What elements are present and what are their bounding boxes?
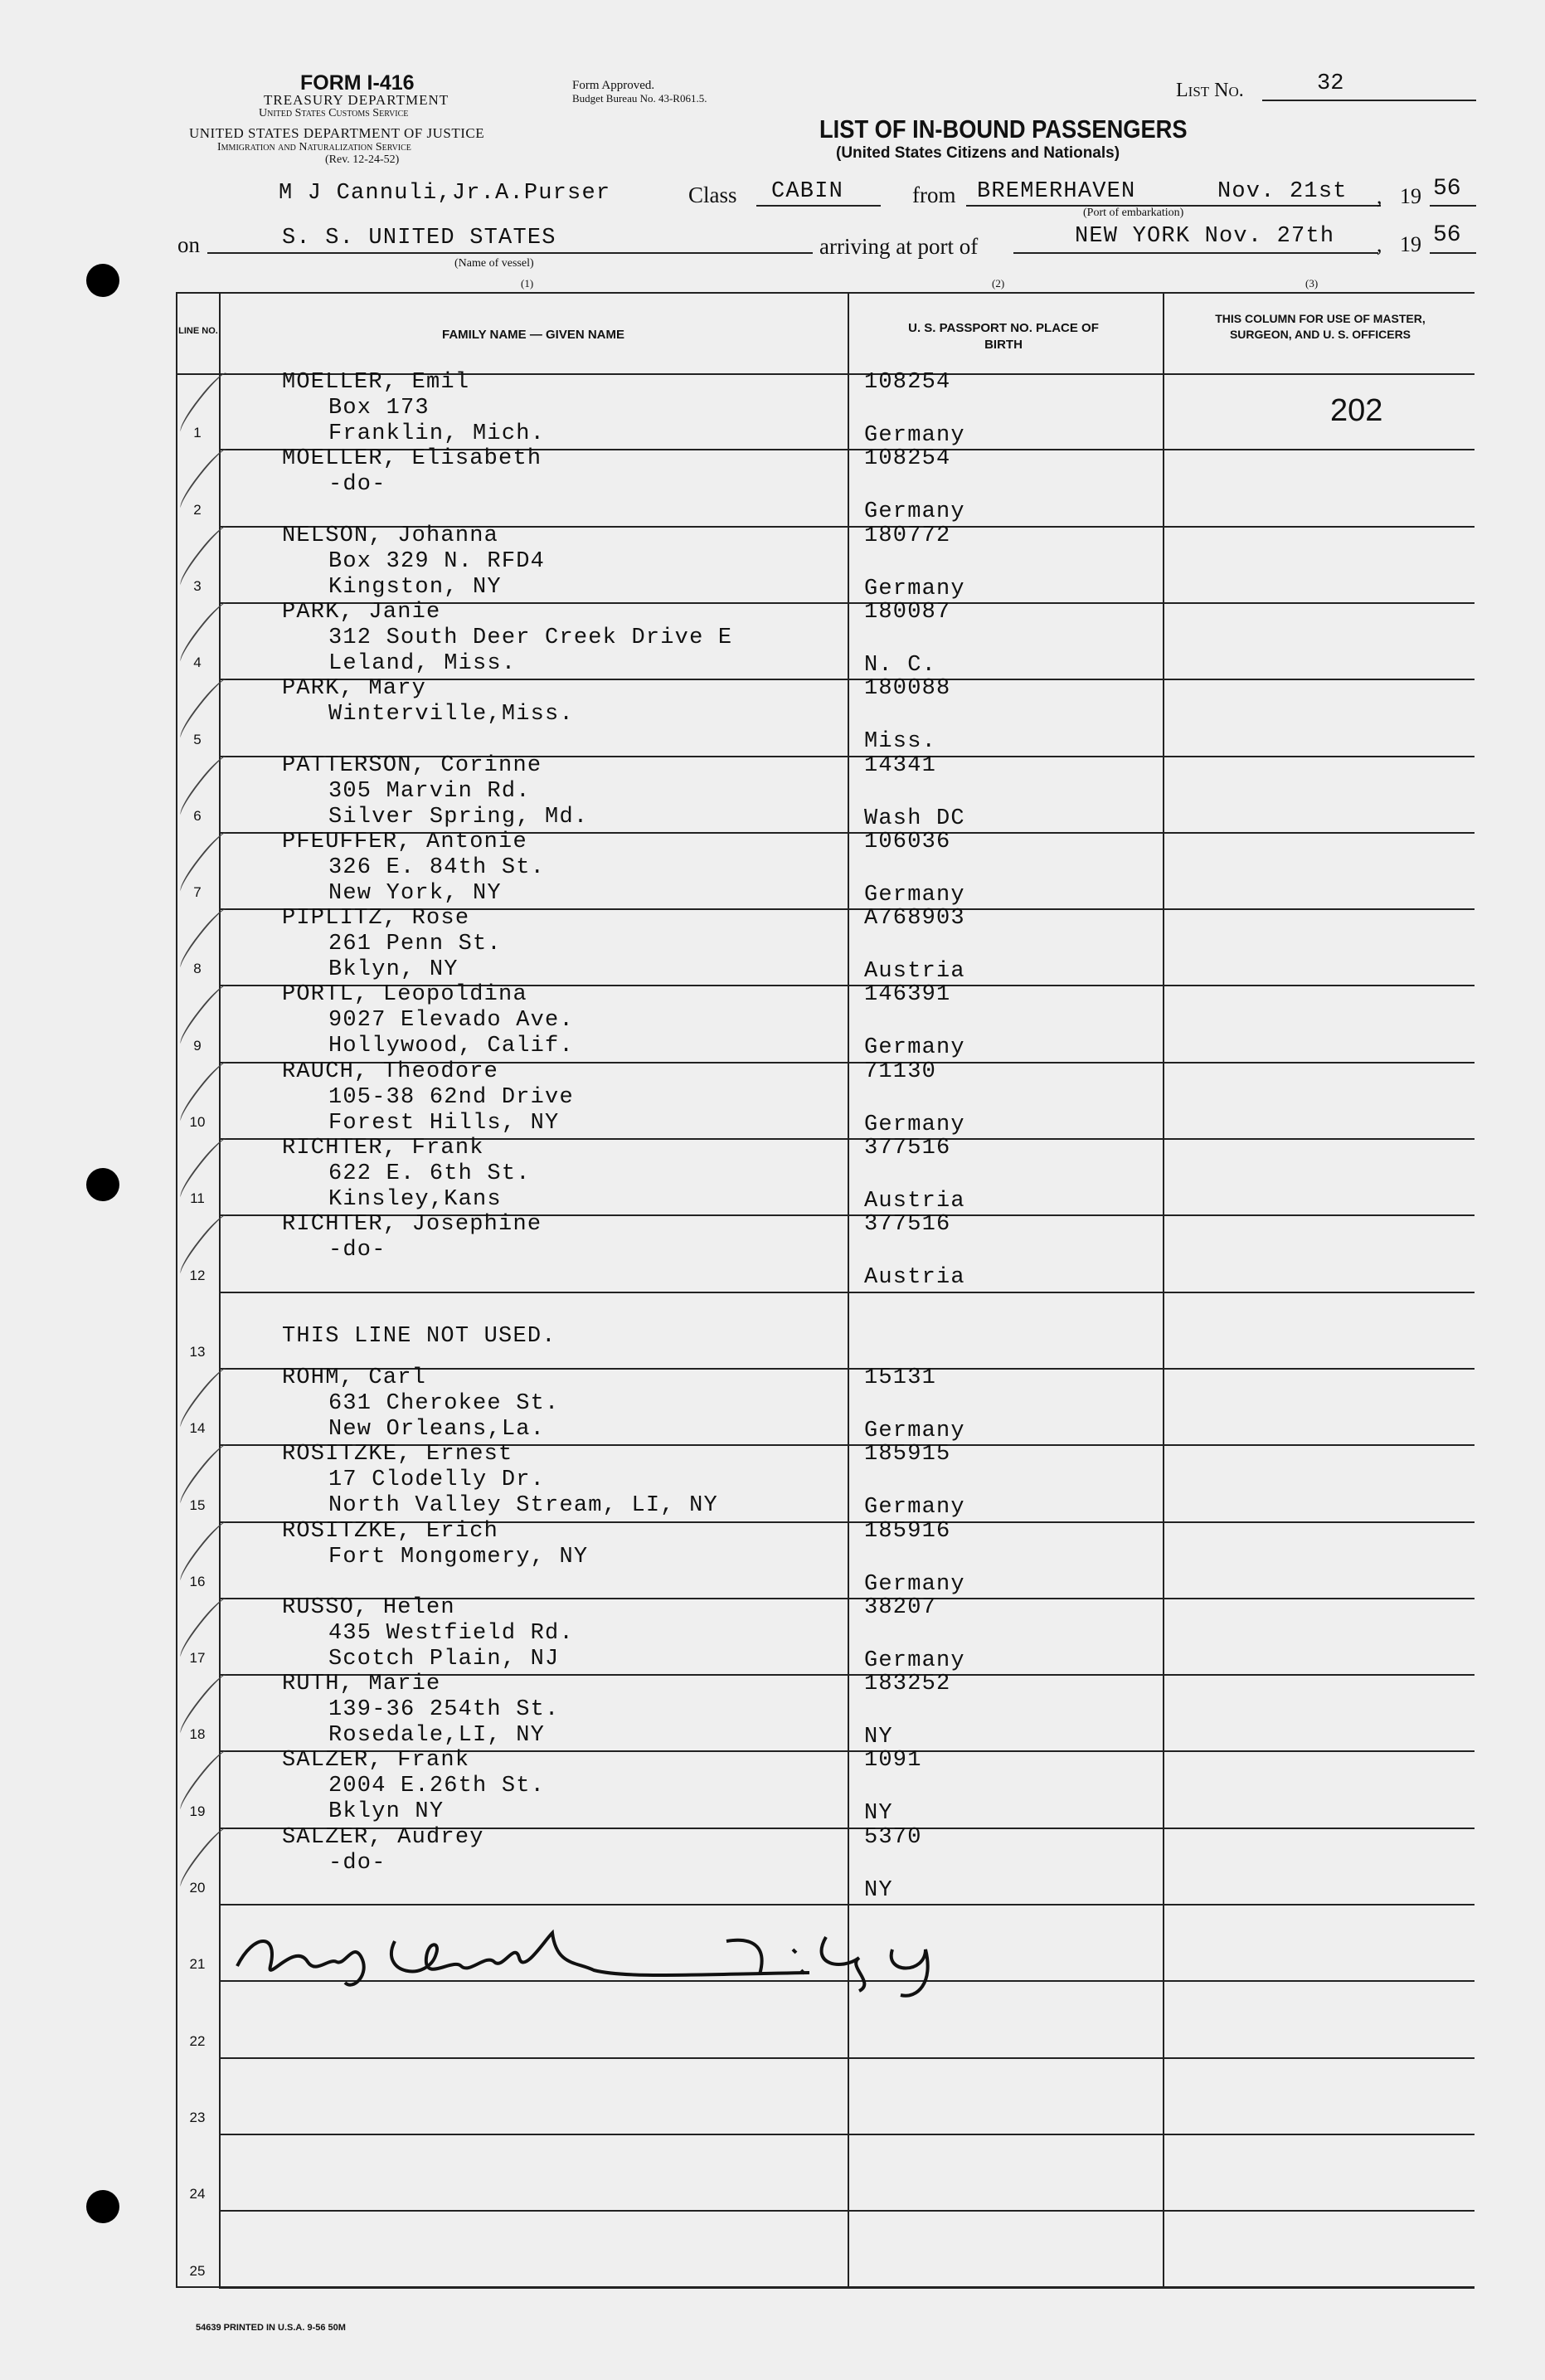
place-of-birth: N. C. bbox=[864, 652, 937, 678]
passenger-address-line1: 435 Westfield Rd. bbox=[328, 1620, 574, 1646]
place-of-birth: Germany bbox=[864, 1571, 965, 1597]
passenger-address-line1: 312 South Deer Creek Drive E bbox=[328, 625, 733, 650]
line-number: 25 bbox=[189, 2262, 206, 2279]
passenger-address-line1: -do- bbox=[328, 1850, 386, 1876]
form-subtitle: (United States Citizens and Nationals) bbox=[836, 144, 1120, 162]
passenger-address-line2: New York, NY bbox=[328, 880, 502, 906]
col-header-line-no: LINE NO. bbox=[178, 326, 218, 336]
passenger-address-line1: 305 Marvin Rd. bbox=[328, 778, 531, 804]
passenger-name: RICHTER, Josephine bbox=[282, 1212, 542, 1238]
passport-number: 183252 bbox=[864, 1672, 951, 1697]
passenger-address-line2: Forest Hills, NY bbox=[328, 1110, 560, 1136]
line-number: 8 bbox=[193, 961, 202, 977]
passenger-address-line2: Scotch Plain, NJ bbox=[328, 1646, 560, 1672]
passenger-address-line1: 622 E. 6th St. bbox=[328, 1161, 531, 1186]
line-number: 23 bbox=[189, 2109, 206, 2125]
vessel-caption: (Name of vessel) bbox=[454, 257, 534, 270]
passenger-name: ROSITZKE, Erich bbox=[282, 1518, 499, 1544]
port-embarkation-caption: (Port of embarkation) bbox=[1083, 207, 1184, 219]
place-of-birth: NY bbox=[864, 1801, 893, 1827]
place-of-birth: Germany bbox=[864, 1035, 965, 1061]
passport-number: 185915 bbox=[864, 1442, 951, 1467]
passenger-name: SALZER, Audrey bbox=[282, 1824, 484, 1850]
place-of-birth: Austria bbox=[864, 1265, 965, 1291]
passport-number: 185916 bbox=[864, 1518, 951, 1544]
passenger-address-line1: 17 Clodelly Dr. bbox=[328, 1467, 546, 1493]
passenger-address-line1: 2004 E.26th St. bbox=[328, 1774, 546, 1799]
passenger-address-line1: 9027 Elevado Ave. bbox=[328, 1008, 574, 1034]
year-prefix-1: 19 bbox=[1400, 184, 1421, 208]
col-header-name: FAMILY NAME — GIVEN NAME bbox=[441, 328, 625, 342]
passport-number: 71130 bbox=[864, 1059, 937, 1084]
place-of-birth: Germany bbox=[864, 576, 965, 601]
col1-number: (1) bbox=[521, 277, 534, 290]
line-number: 5 bbox=[193, 731, 202, 747]
line-number: 17 bbox=[189, 1650, 206, 1667]
arriving-label: arriving at port of bbox=[819, 234, 979, 259]
passenger-name: PFEUFFER, Antonie bbox=[282, 829, 527, 854]
passport-number: 108254 bbox=[864, 370, 951, 395]
passenger-name: RAUCH, Theodore bbox=[282, 1059, 499, 1084]
passport-number: 15131 bbox=[864, 1365, 937, 1390]
passenger-address-line2: Bklyn NY bbox=[328, 1799, 445, 1825]
passport-number: 108254 bbox=[864, 446, 951, 472]
punch-hole bbox=[86, 1168, 119, 1201]
passenger-name: PARK, Mary bbox=[282, 676, 427, 702]
vessel-name: S. S. UNITED STATES bbox=[282, 226, 556, 251]
passport-number: 377516 bbox=[864, 1212, 951, 1238]
passport-number: A768903 bbox=[864, 906, 965, 932]
form-revision: (Rev. 12-24-52) bbox=[325, 153, 400, 166]
passenger-address-line2: North Valley Stream, LI, NY bbox=[328, 1493, 718, 1519]
passenger-name: NELSON, Johanna bbox=[282, 523, 499, 548]
passenger-name: ROSITZKE, Ernest bbox=[282, 1442, 513, 1467]
embarkation-port: BREMERHAVEN bbox=[977, 179, 1136, 204]
dept-immigration: Immigration and Naturalization Service bbox=[217, 141, 411, 153]
passport-number: 180088 bbox=[864, 676, 951, 702]
inspector-signature bbox=[229, 1908, 992, 1999]
passenger-address-line2: Kingston, NY bbox=[328, 574, 502, 600]
line-number: 4 bbox=[193, 655, 202, 671]
passenger-address-line2: Franklin, Mich. bbox=[328, 421, 546, 446]
passport-number: 14341 bbox=[864, 752, 937, 778]
passenger-address-line1: Winterville,Miss. bbox=[328, 702, 574, 728]
place-of-birth: Germany bbox=[864, 1418, 965, 1443]
passenger-name: MOELLER, Emil bbox=[282, 370, 470, 395]
passenger-name: RICHTER, Frank bbox=[282, 1136, 484, 1161]
col3-number: (3) bbox=[1305, 277, 1319, 290]
form-approved: Form Approved. bbox=[572, 79, 655, 92]
passenger-address-line2: Rosedale,LI, NY bbox=[328, 1723, 546, 1749]
passenger-address-line1: -do- bbox=[328, 1238, 386, 1263]
line-number: 2 bbox=[193, 501, 202, 518]
punch-hole bbox=[86, 2190, 119, 2223]
passport-number: 5370 bbox=[864, 1824, 922, 1850]
place-of-birth: Germany bbox=[864, 882, 965, 908]
dept-justice: UNITED STATES DEPARTMENT OF JUSTICE bbox=[189, 125, 485, 141]
place-of-birth: Germany bbox=[864, 423, 965, 448]
passenger-address-line1: -do- bbox=[328, 472, 386, 498]
place-of-birth: Wash DC bbox=[864, 806, 965, 831]
passenger-name: PARK, Janie bbox=[282, 599, 441, 625]
passport-number: 38207 bbox=[864, 1594, 937, 1620]
passenger-address-line2: Leland, Miss. bbox=[328, 650, 517, 676]
passenger-address-line1: Fort Mongomery, NY bbox=[328, 1544, 589, 1570]
line-number: 19 bbox=[189, 1803, 206, 1819]
class-value: CABIN bbox=[771, 179, 844, 204]
year-prefix-2: 19 bbox=[1400, 232, 1421, 256]
col-header-officers: THIS COLUMN FOR USE OF MASTER, SURGEON, AND U. S. OFFICERS bbox=[1215, 312, 1426, 341]
passenger-address-line2: Silver Spring, Md. bbox=[328, 804, 589, 830]
line-number: 1 bbox=[193, 425, 202, 441]
place-of-birth: Germany bbox=[864, 1112, 965, 1137]
on-label: on bbox=[177, 232, 200, 257]
passenger-address-line2: New Orleans,La. bbox=[328, 1416, 546, 1442]
passenger-name: SALZER, Frank bbox=[282, 1748, 470, 1774]
punch-hole bbox=[86, 264, 119, 297]
purser-name: M J Cannuli,Jr.A.Purser bbox=[279, 181, 611, 206]
form-number: FORM I-416 bbox=[300, 71, 415, 95]
passenger-address-line1: 105-38 62nd Drive bbox=[328, 1084, 574, 1110]
line-number: 3 bbox=[193, 577, 202, 594]
passport-number: 1091 bbox=[864, 1748, 922, 1774]
passenger-address-line1: Box 173 bbox=[328, 396, 430, 421]
passport-number: 377516 bbox=[864, 1136, 951, 1161]
line-number: 10 bbox=[189, 1114, 206, 1130]
passenger-address-line1: Box 329 N. RFD4 bbox=[328, 548, 546, 574]
passenger-name: RUSSO, Helen bbox=[282, 1594, 455, 1620]
passenger-name: THIS LINE NOT USED. bbox=[282, 1323, 556, 1349]
passenger-address-line2: Kinsley,Kans bbox=[328, 1187, 502, 1212]
officer-number: 202 bbox=[1330, 393, 1383, 428]
arrival-port-date: NEW YORK Nov. 27th bbox=[1075, 224, 1335, 249]
line-number: 20 bbox=[189, 1880, 206, 1896]
line-number: 14 bbox=[189, 1420, 206, 1437]
line-number: 16 bbox=[189, 1573, 206, 1589]
passenger-name: RUTH, Marie bbox=[282, 1672, 441, 1697]
place-of-birth: NY bbox=[864, 1877, 893, 1903]
printer-footer: 54639 PRINTED IN U.S.A. 9-56 50M bbox=[196, 2323, 346, 2333]
budget-bureau: Budget Bureau No. 43-R061.5. bbox=[572, 92, 707, 105]
class-label: Class bbox=[688, 183, 737, 207]
place-of-birth: Austria bbox=[864, 959, 965, 985]
line-number: 22 bbox=[189, 2032, 206, 2049]
place-of-birth: Germany bbox=[864, 499, 965, 525]
passport-number: 180087 bbox=[864, 599, 951, 625]
line-number: 21 bbox=[189, 1956, 206, 1973]
passport-number: 146391 bbox=[864, 982, 951, 1008]
passenger-address-line1: 139-36 254th St. bbox=[328, 1697, 560, 1723]
passenger-name: PIPLITZ, Rose bbox=[282, 906, 470, 932]
passenger-address-line2: Hollywood, Calif. bbox=[328, 1034, 574, 1059]
passenger-address-line2: Bklyn, NY bbox=[328, 957, 459, 983]
list-no-value: 32 bbox=[1317, 71, 1344, 96]
departure-date: Nov. 21st bbox=[1217, 179, 1348, 204]
line-number: 9 bbox=[193, 1037, 202, 1054]
line-number: 13 bbox=[189, 1343, 206, 1360]
line-number: 11 bbox=[190, 1190, 205, 1207]
passport-number: 180772 bbox=[864, 523, 951, 548]
dept-customs: United States Customs Service bbox=[259, 107, 409, 119]
form-title: LIST OF IN-BOUND PASSENGERS bbox=[819, 114, 1188, 144]
place-of-birth: Miss. bbox=[864, 729, 937, 755]
passenger-name: MOELLER, Elisabeth bbox=[282, 446, 542, 472]
col-header-passport: U. S. PASSPORT NO. PLACE OF BIRTH bbox=[908, 321, 1099, 352]
passenger-name: ROHM, Carl bbox=[282, 1365, 427, 1390]
arrival-year: 56 bbox=[1433, 222, 1461, 248]
line-number: 24 bbox=[189, 2186, 206, 2202]
dept-treasury: TREASURY DEPARTMENT bbox=[264, 92, 449, 108]
place-of-birth: Germany bbox=[864, 1495, 965, 1521]
passenger-name: PORTL, Leopoldina bbox=[282, 982, 527, 1008]
departure-year: 56 bbox=[1433, 176, 1461, 202]
line-number: 12 bbox=[189, 1267, 206, 1283]
place-of-birth: NY bbox=[864, 1725, 893, 1750]
passenger-address-line1: 326 E. 84th St. bbox=[328, 854, 546, 880]
list-no-label: List No. bbox=[1176, 80, 1244, 101]
passenger-address-line1: 631 Cherokee St. bbox=[328, 1390, 560, 1416]
col2-number: (2) bbox=[992, 277, 1005, 290]
line-number: 18 bbox=[189, 1726, 206, 1743]
line-number: 7 bbox=[193, 884, 202, 901]
passenger-name: PATTERSON, Corinne bbox=[282, 752, 542, 778]
place-of-birth: Germany bbox=[864, 1648, 965, 1673]
place-of-birth: Austria bbox=[864, 1189, 965, 1214]
line-number: 6 bbox=[193, 807, 202, 824]
line-number: 15 bbox=[189, 1497, 206, 1513]
from-label: from bbox=[912, 183, 956, 207]
passenger-address-line1: 261 Penn St. bbox=[328, 932, 502, 957]
passport-number: 106036 bbox=[864, 829, 951, 854]
